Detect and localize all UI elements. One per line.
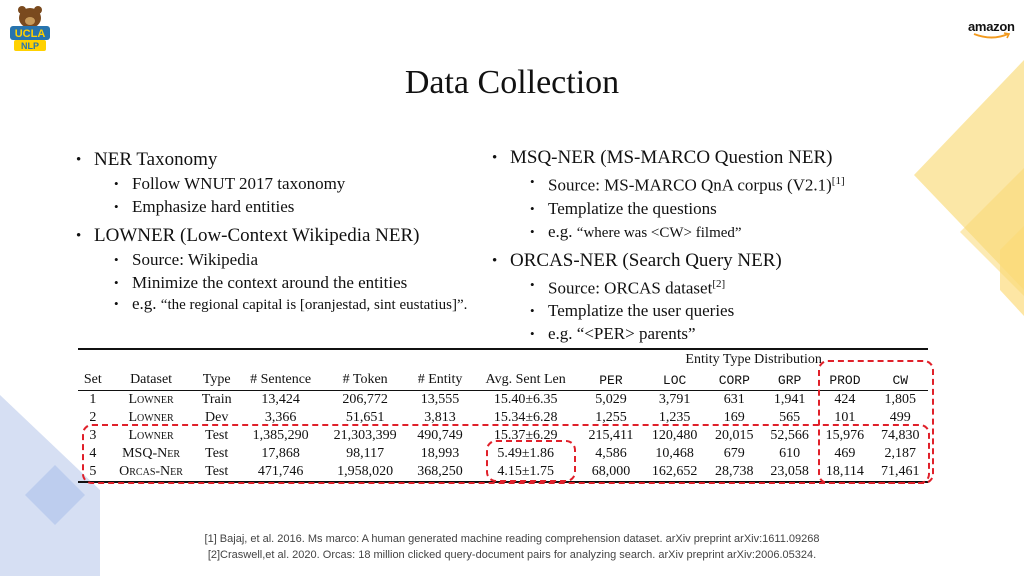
table-cell: 15.40±6.35: [493, 392, 558, 407]
table-cell: 5.49±1.86: [497, 446, 554, 461]
msmarco-source-text: Source: MS-MARCO QnA corpus (V2.1): [548, 175, 832, 195]
table-cell: 10,468: [655, 446, 694, 461]
table-cell: 169: [723, 410, 745, 425]
table-cell: 13,424: [261, 392, 300, 407]
sub-bullet-templatize-queries: • Templatize the user queries: [486, 299, 906, 322]
footnote-2: [2]Craswell,et al. 2020. Orcas: 18 million clicked query-document pairs for analyzing search. arXiv preprint arXiv:2006.05324.: [207, 549, 817, 561]
sub-bullet-hard-entities: • Emphasize hard entities: [70, 195, 480, 218]
table-cell: 424: [834, 392, 856, 407]
msq-example-text: “where was <CW> filmed”: [576, 224, 742, 241]
svg-text:UCLA: UCLA: [14, 28, 46, 40]
table-cell: Test: [205, 428, 229, 443]
slide-title: Data Collection: [404, 64, 620, 101]
col-header: # Token: [342, 372, 388, 387]
table-cell: 3: [89, 428, 97, 443]
table-cell: 4: [89, 446, 97, 461]
ref-2: [2]: [712, 277, 726, 290]
col-header: PROD: [829, 372, 861, 388]
table-cell: 1,958,020: [337, 464, 394, 479]
table-cell: Lowner: [128, 392, 174, 407]
table-cell: 21,303,399: [333, 428, 397, 443]
table-cell: 206,772: [342, 392, 388, 407]
table-cell: 18,114: [825, 464, 864, 479]
table-cell: 2: [89, 410, 97, 425]
table-cell: 215,411: [588, 428, 634, 443]
table-cell: 471,746: [257, 464, 304, 479]
table-cell: 631: [723, 392, 745, 407]
table-cell: 5: [89, 464, 97, 479]
table-cell: 679: [723, 446, 745, 461]
table-cell: 1: [89, 392, 97, 407]
sub-bullet-orcas-example: • e.g. “<PER> parents”: [486, 322, 906, 345]
table-cell: 1,805: [884, 392, 917, 407]
right-column: [486, 146, 906, 345]
table-cell: 3,791: [658, 392, 691, 407]
table-cell: Test: [205, 446, 229, 461]
table-cell: 51,651: [345, 410, 385, 425]
ref-1: [1]: [831, 175, 845, 187]
col-header: Set: [83, 372, 102, 387]
table-cell: 5,029: [595, 392, 627, 407]
table-cell: 3,366: [264, 410, 297, 425]
table-cell: 28,738: [715, 464, 754, 479]
table-cell: 4,586: [595, 446, 627, 461]
msq-example-prefix: e.g.: [548, 221, 577, 241]
sub-bullet-templatize-questions: • Templatize the questions: [486, 197, 906, 220]
sub-bullet-msmarco-source: [486, 170, 906, 197]
table-cell: 98,117: [346, 446, 385, 461]
table-cell: 1,235: [658, 410, 691, 425]
table-cell: 71,461: [881, 464, 920, 479]
table-cell: Train: [201, 392, 232, 407]
table-cell: 490,749: [417, 428, 463, 443]
table-cell: Lowner: [128, 410, 174, 425]
sub-bullet-minimize-context: • Minimize the context around the entities: [70, 271, 480, 294]
table-cell: 13,555: [420, 392, 460, 407]
table-cell: 15.34±6.28: [493, 410, 558, 425]
table-cell: Lowner: [128, 428, 174, 443]
table-cell: 120,480: [651, 428, 698, 443]
table-cell: 2,187: [884, 446, 917, 461]
sub-bullet-wnut: • Follow WNUT 2017 taxonomy: [70, 172, 480, 195]
amazon-logo: [968, 18, 1020, 42]
sub-bullet-wikipedia: • Source: Wikipedia: [70, 248, 480, 271]
table-cell: Orcas-Ner: [119, 464, 183, 479]
table-cell: 499: [889, 410, 911, 425]
col-header: # Sentence: [250, 372, 312, 387]
table-cell: 15,976: [825, 428, 865, 443]
table-cell: 1,941: [773, 392, 806, 407]
table-cell: 15.37±6.29: [493, 428, 558, 443]
table-cell: 565: [779, 410, 801, 425]
table-cell: 610: [779, 446, 801, 461]
table-cell: 18,993: [420, 446, 460, 461]
table-cell: 101: [834, 410, 856, 425]
sub-bullet-orcas-source: [486, 273, 906, 300]
col-header: Dataset: [130, 372, 173, 387]
table-cell: 368,250: [417, 464, 463, 479]
table-cell: Test: [205, 464, 229, 479]
bullet-lowner: • LOWNER (Low-Context Wikipedia NER): [70, 224, 480, 248]
bullet-ner-taxonomy: • NER Taxonomy: [70, 148, 480, 172]
table-cell: 20,015: [715, 428, 754, 443]
table-cell: 17,868: [261, 446, 300, 461]
sub-bullet-lowner-example: [70, 294, 480, 315]
table-cell: MSQ-Ner: [122, 446, 181, 461]
table-cell: 4.15±1.75: [497, 464, 554, 479]
table-row: [78, 391, 928, 410]
table-cell: 162,652: [651, 464, 698, 479]
col-header: CORP: [718, 372, 750, 388]
col-header: # Entity: [417, 372, 463, 387]
amazon-smile-icon: [972, 32, 1012, 40]
col-header: LOC: [662, 372, 687, 388]
col-header: GRP: [777, 372, 802, 388]
table-cell: 469: [834, 446, 856, 461]
bullet-msq-ner: • MSQ-NER (MS-MARCO Question NER): [486, 146, 906, 170]
bullet-orcas-ner: • ORCAS-NER (Search Query NER): [486, 249, 906, 273]
table-cell: Dev: [205, 410, 229, 425]
highlight-avg-sent-len: [486, 440, 576, 482]
col-header: Type: [202, 372, 231, 387]
col-header: CW: [892, 372, 909, 388]
table-header-spacer: [78, 349, 579, 370]
table-cell: 68,000: [591, 464, 631, 479]
footnote-1: [1] Bajaj, et al. 2016. Ms marco: A human generated machine reading comprehension dataset. arXiv preprint arXiv:1611.09268: [204, 533, 820, 545]
col-header: PER: [599, 372, 623, 388]
table-cell: 1,255: [595, 410, 627, 425]
table-cell: 52,566: [770, 428, 809, 443]
example-prefix: e.g.: [132, 294, 161, 313]
table-cell: 74,830: [881, 428, 920, 443]
table-header-row: [78, 370, 928, 391]
ucla-nlp-logo: [5, 4, 55, 54]
table-cell: 3,813: [424, 410, 456, 425]
svg-text:NLP: NLP: [21, 41, 39, 51]
amazon-wordmark: amazon: [968, 19, 1015, 34]
orcas-source-text: Source: ORCAS dataset: [548, 278, 713, 298]
table-cell: 23,058: [770, 464, 809, 479]
col-header: Avg. Sent Len: [485, 372, 566, 387]
entity-type-distribution-header: Entity Type Distribution: [685, 352, 822, 367]
sub-bullet-msq-example: [486, 220, 906, 245]
example-text: “the regional capital is [oranjestad, sint eustatius]”.: [160, 297, 468, 313]
left-column: [70, 148, 480, 315]
highlight-prod-cw: [818, 360, 934, 484]
table-cell: 1,385,290: [252, 428, 309, 443]
